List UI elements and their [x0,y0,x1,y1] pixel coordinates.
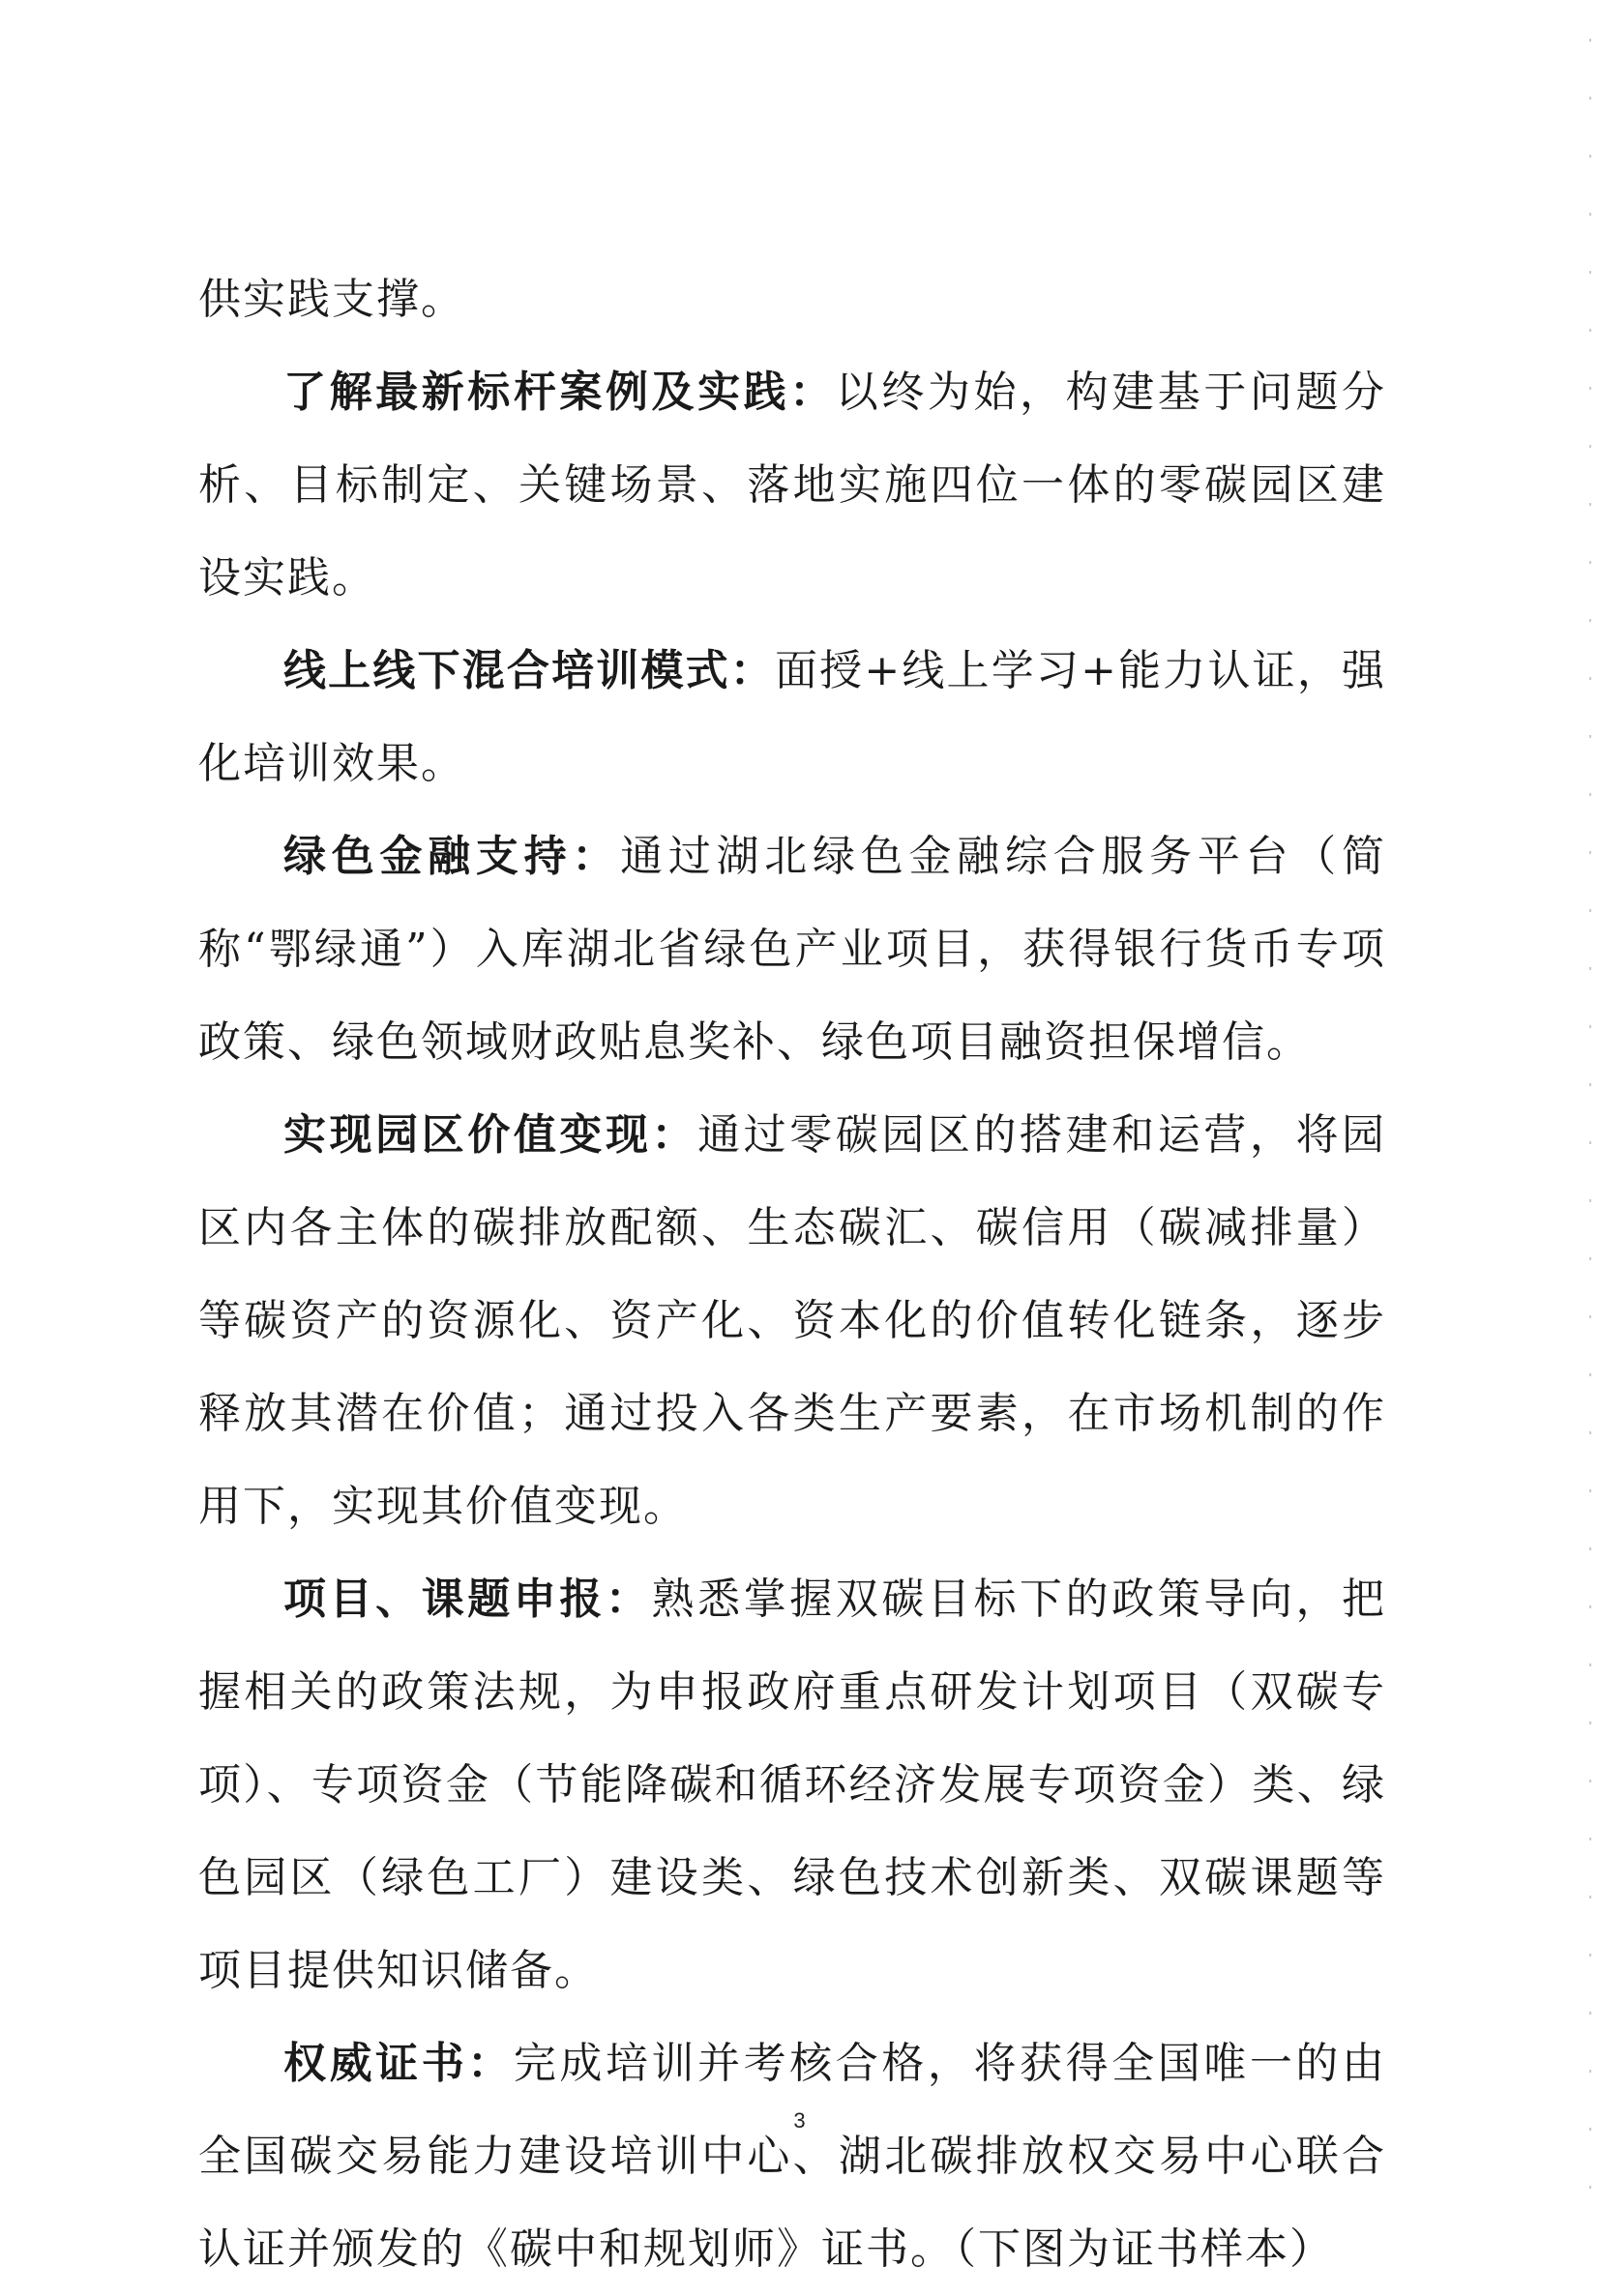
paragraph-heading: 实现园区价值变现： [283,1110,698,1160]
paragraph-heading: 权威证书： [283,2039,514,2088]
paragraph-body: 熟悉掌握双碳目标下的政策导向，把握相关的政策法规，为申报政府重点研发计划项目（双碳专项）、专项资金（节能降碳和循环经济发展专项资金）类、绿色园区（绿色工厂）建设类、绿色技术创新类、双碳课题等项目提供知识储备。 [198,1575,1387,1995]
paragraph-heading: 了解最新标杆案例及实践： [283,368,836,417]
paragraph-body: 通过湖北绿色金融综合服务平台（简称“鄂绿通”）入库湖北省绿色产业项目，获得银行货币专项政策、绿色领域财政贴息奖补、绿色项目融资担保增信。 [198,832,1387,1067]
paragraph-body: 面授+线上学习+能力认证，强化培训效果。 [198,646,1387,788]
paragraph-benchmark-cases [198,346,1386,625]
body-text [198,253,1386,2296]
paragraph-body: 完成培训并考核合格，将获得全国唯一的由全国碳交易能力建设培训中心、湖北碳排放权交易中心联合认证并颁发的《碳中和规划师》证书。（下图为证书样本） [198,2039,1387,2274]
paragraph-green-finance [198,810,1386,1089]
paragraph-body: 供实践支撑。 [198,275,465,324]
paragraph-project-application [198,1553,1386,2017]
paragraph-heading: 线上线下混合培训模式： [283,646,775,695]
paragraph-park-value [198,1089,1386,1553]
scan-edge-marks [1589,39,1591,2224]
paragraph-body: 以终为始，构建基于问题分析、目标制定、关键场景、落地实施四位一体的零碳园区建设实践。 [198,368,1387,603]
page-number: 3 [793,2108,806,2133]
paragraph-body: 通过零碳园区的搭建和运营，将园区内各主体的碳排放配额、生态碳汇、碳信用（碳减排量）等碳资产的资源化、资产化、资本化的价值转化链条，逐步释放其潜在价值；通过投入各类生产要素，在市场机制的作用下，实现其价值变现。 [198,1110,1387,1531]
paragraph-heading: 项目、课题申报： [283,1575,652,1624]
paragraph-heading: 绿色金融支持： [283,832,621,881]
paragraph-continuation [198,253,1386,346]
paragraph-certificate [198,2017,1386,2296]
paragraph-blended-training [198,625,1386,810]
